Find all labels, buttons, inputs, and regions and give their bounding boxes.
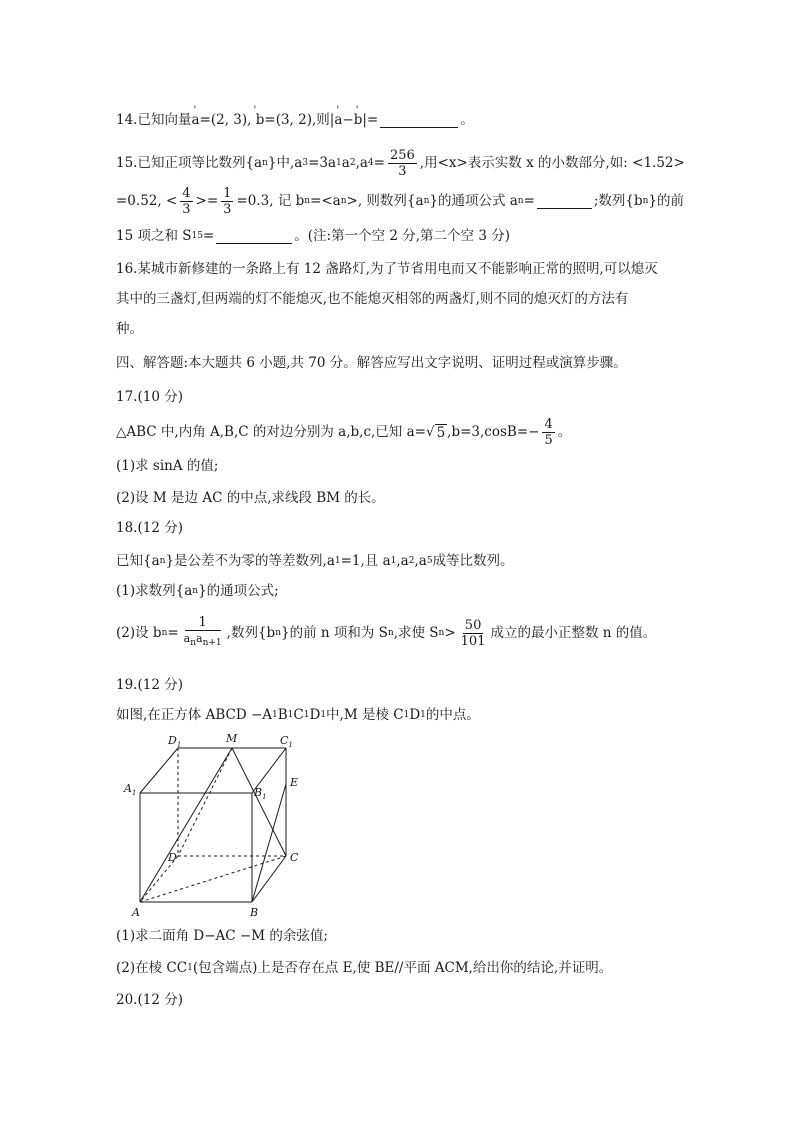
fraction-denominator: 5 [544,432,553,448]
question-18-part-1: (1)求数列{a n }的通项公式; [116,583,279,599]
q14-suffix: |= [362,112,379,128]
q18-text: ,a [396,553,409,569]
q14-a-value: =(2, 3), [199,112,252,128]
q14-b-value: =(3, 2),则| [264,112,335,128]
question-17-part-2 [116,488,684,508]
question-16-line-1 [116,259,684,279]
q15-text: }的前 [648,193,684,209]
q18-text: ,a [414,553,427,569]
answer-blank[interactable] [380,113,458,128]
q18-text: = [167,625,179,641]
q15-text: =0.3, 记 b [236,193,305,209]
q18-text: }的前 n 项和为 S [281,625,388,641]
q19-part-1: (1)求二面角 D−AC −M 的余弦值; [116,928,328,944]
q17-text: △ABC 中,内角 A,B,C 的对边分别为 a,b,c,已知 a= [116,424,426,440]
q15-text: =0.52, < [116,193,178,209]
section-4-title: 四、解答题:本大题共 6 小题,共 70 分。解答应写出文字说明、证明过程或演算步骤。 [116,355,627,371]
fraction-numerator: 50 [464,617,482,633]
q14-end: 。 [460,112,474,128]
q18-text: 成等比数列。 [432,553,514,569]
q18-text: 成立的最小正整数 n 的值。 [490,625,657,641]
question-19-part-1 [116,926,684,946]
q17-text: 。 [557,424,572,440]
q19-text: B [277,707,288,723]
q15-text: 。(注:第一个空 2 分,第二个空 3 分) [294,228,510,244]
answer-blank[interactable] [537,194,592,209]
q18-text: =1,且 a [340,553,391,569]
q15-text: =<a [310,193,341,209]
q18-text: (2)设 b [116,625,162,641]
segment-eb [252,784,286,902]
q16-text: 种。 [116,321,143,337]
q15-text: a [341,155,350,171]
question-18-part-2: (2)设 b n = $\frac{1}{a_na_{n+1}}$ ,数列{b n }的前 n 项和为 S n ,求使 S n > $\frac{50}{101}$ 成立的最小正整数 n 的值。 [116,614,684,652]
q15-text: = [523,193,535,209]
q15-text: = [373,155,385,171]
fraction [542,417,554,448]
q15-text: >= [195,193,219,209]
fraction-numerator: 1 [223,185,232,201]
q16-text: 16.某城市新修建的一条路上有 12 盏路灯,为了节省用电而又不能影响正常的照明,可以熄灭 [116,261,658,277]
q16-text: 其中的三盏灯,但两端的灯不能熄灭,也不能熄灭相邻的两盏灯,则不同的熄灭灯的方法有 [116,291,629,307]
q18-text: (1)求数列{a [116,583,193,599]
q19-text: (2)在棱 CC [116,960,188,976]
vector-b-abs: ' b [354,110,363,130]
q15-text: ,a [355,155,368,171]
label-c1: $C_1$ [280,734,293,749]
sqrt-sign: √ [425,424,435,440]
label-a1: $A_1$ [124,782,137,797]
question-19-head [116,675,684,695]
q15-text: >, 则数列{a [346,193,424,209]
label-b1: $B_1$ [254,786,267,801]
question-17-head [116,387,684,407]
q19-text: C [293,707,304,723]
q19-head: 19.(12 分) [116,677,183,693]
edge-a1d1 [140,748,178,793]
fraction-denominator: 3 [182,201,191,217]
q17-part-1: (1)求 sinA 的值; [116,458,219,474]
q19-text: 如图,在正方体 ABCD −A [116,707,273,723]
diagonal-ac-hidden [140,856,286,902]
q17-part-2: (2)设 M 是边 AC 的中点,求线段 BM 的长。 [116,490,385,506]
label-d1: $D_1$ [168,734,182,749]
question-18-head [116,518,684,538]
vector-b: ' b [251,110,264,130]
question-15-line-3: 15 项之和 S 15 = 。(注:第一个空 2 分,第二个空 3 分) [116,228,510,244]
fraction-denominator: $a_na_{n+1}$ [183,631,222,649]
fraction [182,615,224,651]
question-14 [116,110,684,130]
q18-text: > [444,625,456,641]
question-19-stem: 如图,在正方体 ABCD −A 1 B 1 C 1 D 1 中,M 是棱 C 1 D 1 的中点。 [116,707,480,723]
question-15-line-2: =0.52, < $\frac{4}{3}$ >= $\frac{1}{3}$ =0.3, 记 b n =<a n >, 则数列{a n }的通项公式 a n = ;数列{b n }的前 [116,185,684,217]
q14-minus: − [342,112,354,128]
edge-cb [252,856,286,902]
q18-text: }是公差不为零的等差数列,a [165,553,335,569]
q15-text: }中,a [267,155,303,171]
q14-prefix: 14.已知向量 [116,112,192,128]
section-heading [116,353,684,373]
question-16-line-3 [116,319,684,339]
q18-head: 18.(12 分) [116,520,183,536]
q17-head: 17.(10 分) [116,389,183,405]
question-20-head [116,990,684,1010]
label-b: B [250,906,259,919]
fraction [459,618,488,649]
vector-a-abs: ' a [334,110,342,130]
q15-text: ;数列{b [593,193,643,209]
label-m: M [226,732,238,745]
answer-blank[interactable] [216,229,292,244]
segment-mc [232,748,286,856]
sqrt-radicand: 5 [436,424,446,441]
segment-ma [140,748,232,902]
label-d: D [168,851,177,864]
q18-text: ,数列{b [226,625,276,641]
q15-text: =3a [308,155,337,171]
fraction-numerator: 4 [182,185,191,201]
segment-md-hidden [178,748,232,856]
fraction [221,186,233,217]
vector-a: ' a [191,110,199,130]
fraction-denominator: 3 [223,201,232,217]
q15-text: = [202,228,215,244]
q17-text: ,b=3,cosB=− [447,424,540,440]
q15-text: 15 项之和 S [116,228,192,244]
q19-text: 中,M 是棱 C [326,707,404,723]
fraction [180,186,192,217]
fraction-numerator: 4 [544,416,553,432]
q19-text: (包含端点)上是否存在点 E,使 BE//平面 ACM,给出你的结论,并证明。 [192,960,613,976]
q15-text: ,用<x>表示实数 x 的小数部分,如: <1.52> [419,155,685,171]
q15-text: }的通项公式 a [429,193,518,209]
q19-text: D [409,707,421,723]
fraction-numerator: 1 [185,615,221,631]
question-17-stem [116,414,684,450]
q20-head: 20.(12 分) [116,992,183,1008]
sqrt-expression [426,422,447,442]
label-c: C [290,851,299,864]
fraction-denominator: 3 [398,163,407,179]
fraction-denominator: 101 [460,633,486,649]
q18-text: ,求使 S [393,625,439,641]
cube-figure [120,730,320,920]
question-19-part-2: (2)在棱 CC 1 (包含端点)上是否存在点 E,使 BE//平面 ACM,给出你的结论,并证明。 [116,960,613,976]
q15-text: 15.已知正项等比数列{a [116,155,263,171]
label-a: A [132,906,140,919]
question-18-stem: 已知{a n }是公差不为零的等差数列,a 1 =1,且 a 1 ,a 2 ,a 5 成等比数列。 [116,553,514,569]
q18-text: 已知{a [116,553,160,569]
question-15-line-1: 15.已知正项等比数列{a n }中,a 3 =3a 1 a 2 ,a 4 = $\frac{256}{3}$ ,用<x>表示实数 x 的小数部分,如: <1.52> [116,147,685,179]
label-e: E [290,776,299,789]
question-17-part-1 [116,456,684,476]
fraction [388,148,417,179]
q19-text: 的中点。 [425,707,480,723]
fraction-numerator: 256 [389,147,415,163]
q18-text: }的通项公式; [198,583,279,599]
question-16-line-2 [116,289,684,309]
q19-text: D [309,707,321,723]
